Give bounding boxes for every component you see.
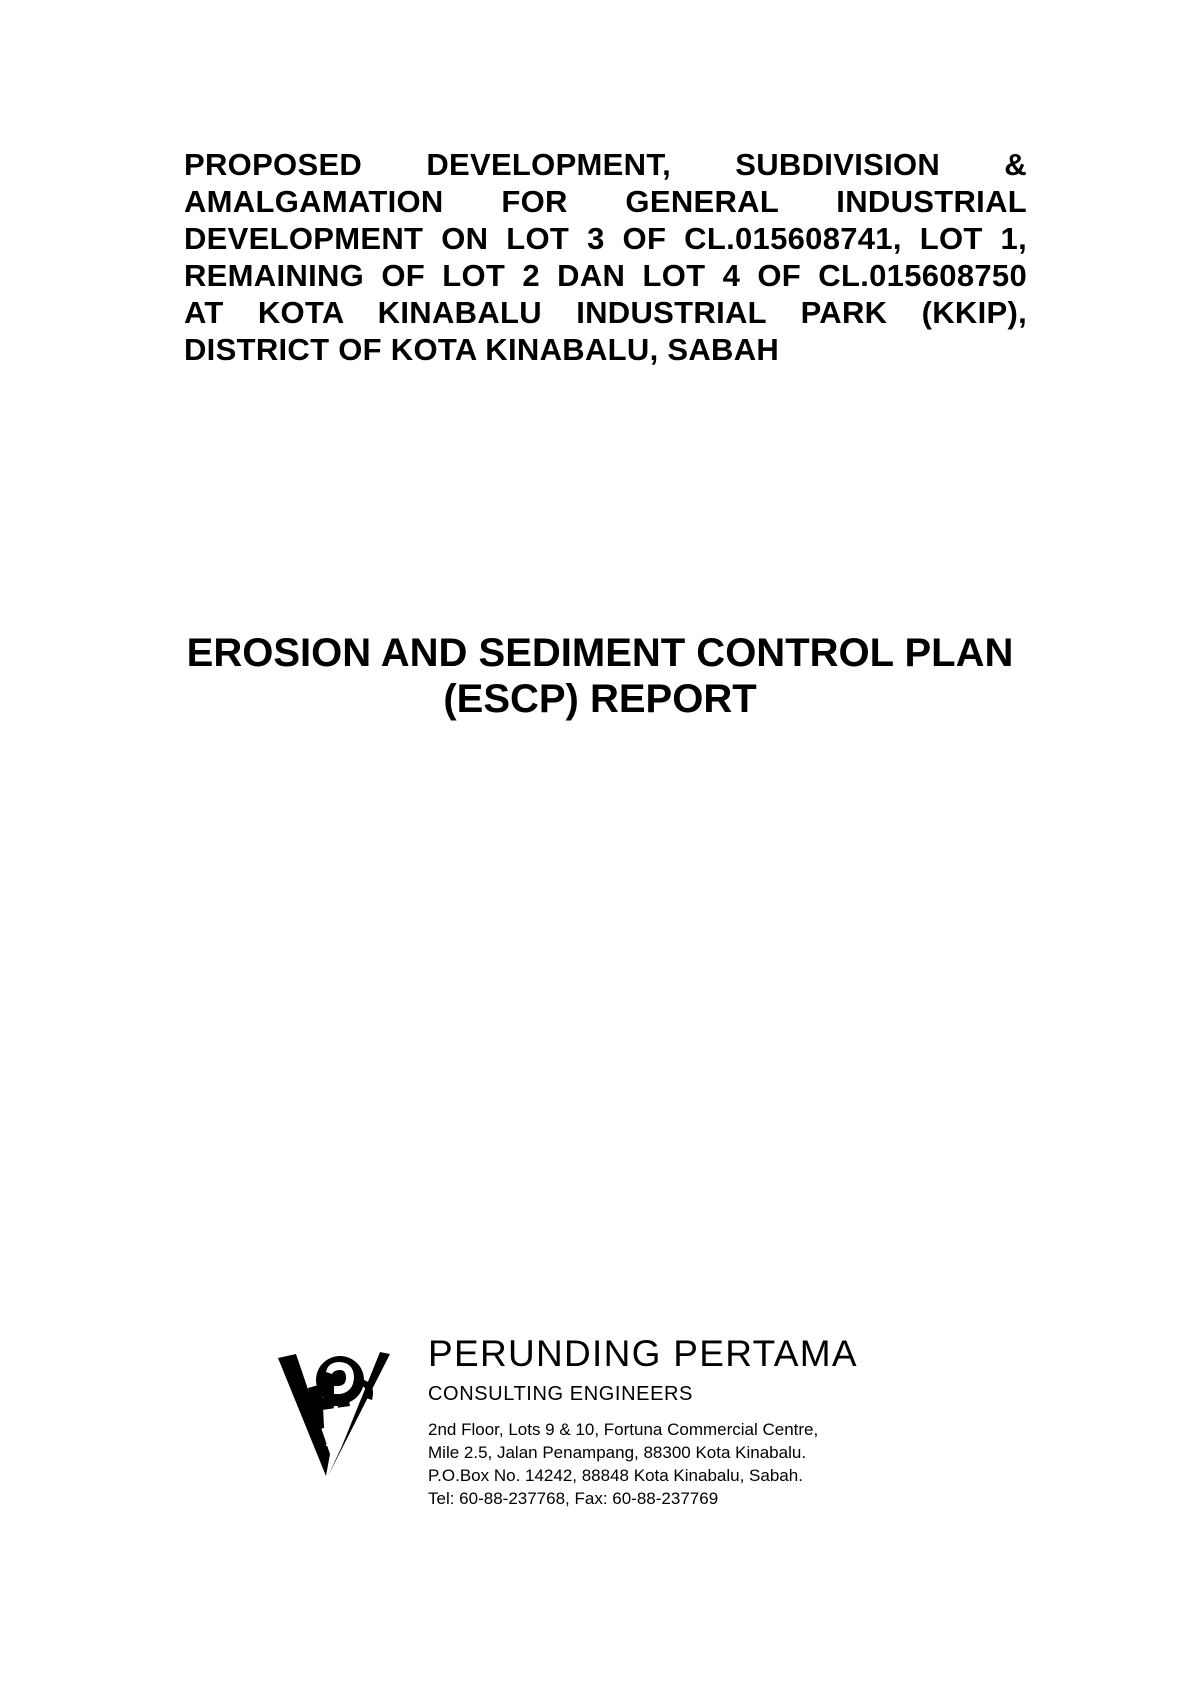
project-title-line: AT KOTA KINABALU INDUSTRIAL PARK (KKIP), (184, 295, 1027, 330)
project-title-line: DISTRICT OF KOTA KINABALU, SABAH (184, 332, 780, 367)
firm-address (428, 1418, 988, 1510)
firm-contact-line: Tel: 60-88-237768, Fax: 60-88-237769 (428, 1489, 719, 1508)
report-title-line: (ESCP) REPORT (443, 677, 757, 721)
project-title-line: AMALGAMATION FOR GENERAL INDUSTRIAL (184, 184, 1027, 219)
project-title (184, 146, 1027, 368)
report-title-line: EROSION AND SEDIMENT CONTROL PLAN (186, 631, 1014, 675)
firm-address-line: P.O.Box No. 14242, 88848 Kota Kinabalu, Sabah. (428, 1466, 803, 1485)
project-title-line: PROPOSED DEVELOPMENT, SUBDIVISION & (184, 147, 1027, 182)
firm-block (428, 1332, 988, 1510)
perunding-pertama-logo-icon (276, 1350, 392, 1478)
report-title (150, 630, 1050, 722)
project-title-line: DEVELOPMENT ON LOT 3 OF CL.015608741, LOT 1, (184, 221, 1027, 256)
firm-subtitle: CONSULTING ENGINEERS (428, 1383, 693, 1405)
firm-address-line: Mile 2.5, Jalan Penampang, 88300 Kota Kinabalu. (428, 1443, 807, 1462)
firm-name: PERUNDING PERTAMA (428, 1333, 858, 1374)
project-title-line: REMAINING OF LOT 2 DAN LOT 4 OF CL.015608750 (184, 258, 1027, 293)
firm-address-line: 2nd Floor, Lots 9 & 10, Fortuna Commercial Centre, (428, 1420, 819, 1439)
